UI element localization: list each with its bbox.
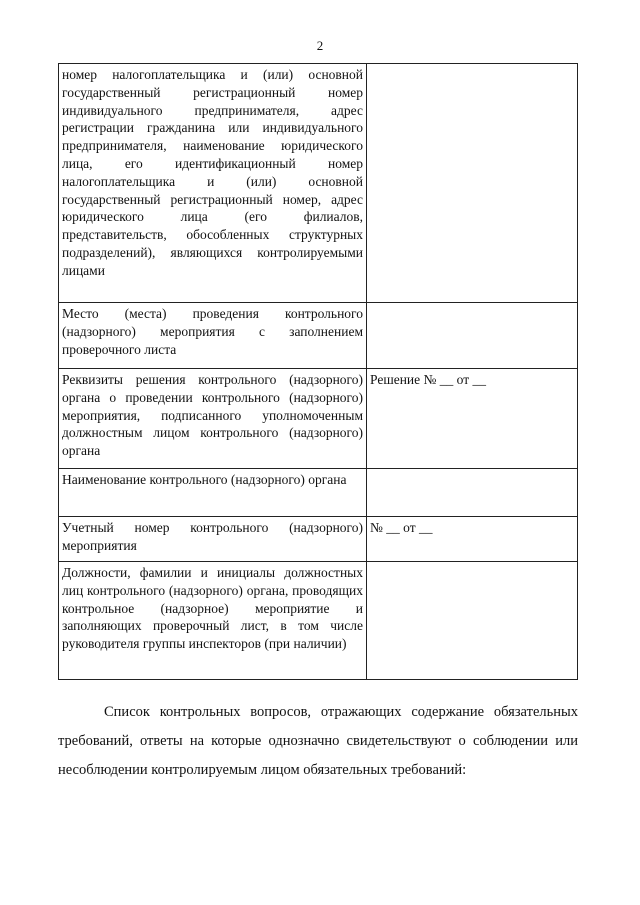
table-row (59, 562, 578, 680)
table-row (59, 64, 578, 303)
table-row (59, 303, 578, 369)
table-row (59, 469, 578, 517)
row-value-authority-name (367, 469, 578, 517)
row-value-inspection-place (367, 303, 578, 369)
row-value-taxpayer-info (367, 64, 578, 303)
row-label-authority-name: Наименование контрольного (надзорного) органа (59, 469, 367, 517)
row-value-inspectors (367, 562, 578, 680)
row-label-inspectors: Должности, фамилии и инициалы должностных лиц контрольного (надзорного) органа, проводящих контрольное (надзорное) мероприятие и заполняющих проверочный лист, в том числе руководителя группы инспекторов (при наличии) (59, 562, 367, 680)
row-label-decision-details: Реквизиты решения контрольного (надзорного) органа о проведении контрольного (надзорного) мероприятия, подписанного уполномоченным должностным лицом контрольного (надзорного) органа (59, 369, 367, 469)
table-row (59, 517, 578, 562)
page-number: 2 (316, 38, 324, 53)
row-label-inspection-place: Место (места) проведения контрольного (надзорного) мероприятия с заполнением проверочного листа (59, 303, 367, 369)
checklist-intro-paragraph: Список контрольных вопросов, отражающих содержание обязательных требований, ответы на которые однозначно свидетельствуют о соблюдении или несоблюдении контролируемым лицом обязательных требований: (58, 704, 578, 778)
table-row (59, 369, 578, 469)
row-label-registration-number: Учетный номер контрольного (надзорного) мероприятия (59, 517, 367, 562)
row-value-registration-number: № __ от __ (367, 517, 578, 562)
checklist-info-table (58, 63, 578, 680)
row-value-decision-details: Решение № __ от __ (367, 369, 578, 469)
row-label-taxpayer-info: номер налогоплательщика и (или) основной государственный регистрационный номер индивидуального предпринимателя, адрес регистрации гражданина или индивидуального предпринимателя, наименование юридического лица, его идентификационный номер налогоплательщика и (или) основной государственный регистрационный номер, адрес юридического лица (его филиалов, представительств, обособленных структурных подразделений), являющихся контролируемыми лицами (59, 64, 367, 303)
